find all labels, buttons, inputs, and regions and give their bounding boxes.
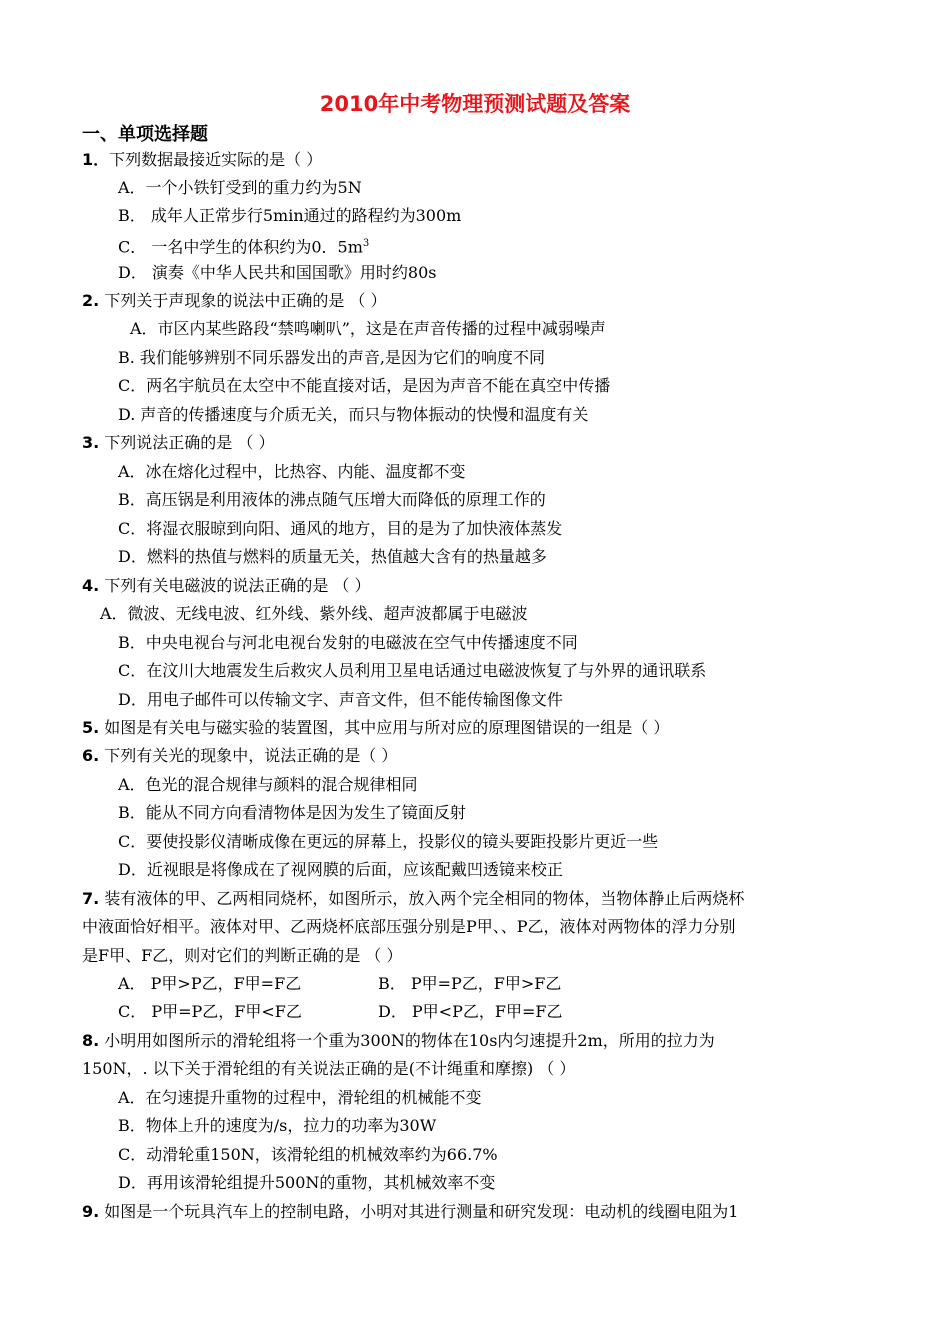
question-stem: 下列数据最接近实际的是（ ） xyxy=(109,150,323,169)
q3-option-c: C．将湿衣服晾到向阳、通风的地方，目的是为了加快液体蒸发 xyxy=(118,519,563,538)
q7-stem-line-3: 是F甲、F乙，则对它们的判断正确的是 （ ） xyxy=(82,946,403,965)
question-9 xyxy=(82,1201,739,1223)
question-number: 6. xyxy=(82,746,100,765)
q2-option-a: A．市区内某些路段“禁鸣喇叭”，这是在声音传播的过程中减弱噪声 xyxy=(130,319,606,338)
q1-option-c-exponent: 3 xyxy=(362,238,370,249)
q6-option-d: D．近视眼是将像成在了视网膜的后面，应该配戴凹透镜来校正 xyxy=(118,860,563,879)
q1-option-a: A．一个小铁钉受到的重力约为5N xyxy=(118,178,362,197)
question-number: 7. xyxy=(82,889,100,908)
question-2 xyxy=(82,290,387,312)
question-number: 3. xyxy=(82,433,100,452)
question-number: 1． xyxy=(82,150,110,169)
q8-option-c: C．动滑轮重150N，该滑轮组的机械效率约为66.7% xyxy=(118,1145,498,1164)
q3-option-a: A．冰在熔化过程中，比热容、内能、温度都不变 xyxy=(118,462,466,481)
q8-stem-line-2: 150N，. 以下关于滑轮组的有关说法正确的是(不计绳重和摩擦) （ ） xyxy=(82,1059,576,1078)
q8-option-a: A．在匀速提升重物的过程中，滑轮组的机械能不变 xyxy=(118,1088,482,1107)
question-number: 2. xyxy=(82,291,100,310)
q4-option-c: C．在汶川大地震发生后救灾人员利用卫星电话通过电磁波恢复了与外界的通讯联系 xyxy=(118,661,707,680)
q6-option-b: B．能从不同方向看清物体是因为发生了镜面反射 xyxy=(118,803,466,822)
q7-option-d: D． P甲<P乙，F甲=F乙 xyxy=(378,1002,563,1021)
q7-option-c: C． P甲=P乙，F甲<F乙 xyxy=(118,1002,302,1021)
q6-option-c: C．要使投影仪清晰成像在更远的屏幕上，投影仪的镜头要距投影片更近一些 xyxy=(118,832,659,851)
question-stem: 如图是有关电与磁实验的装置图，其中应用与所对应的原理图错误的一组是（ ） xyxy=(99,718,670,737)
question-8 xyxy=(82,1030,715,1052)
q2-option-b: B. 我们能够辨别不同乐器发出的声音,是因为它们的响度不同 xyxy=(118,348,546,367)
q1-option-b: B． 成年人正常步行5min通过的路程约为300m xyxy=(118,206,462,225)
question-stem-line-1: 装有液体的甲、乙两相同烧杯，如图所示，放入两个完全相同的物体，当物体静止后两烧杯 xyxy=(104,889,745,908)
q3-option-b: B．高压锅是利用液体的沸点随气压增大而降低的原理工作的 xyxy=(118,490,546,509)
q7-option-b: B． P甲=P乙，F甲>F乙 xyxy=(378,974,562,993)
q3-option-d: D．燃料的热值与燃料的质量无关，热值越大含有的热量越多 xyxy=(118,547,547,566)
question-7 xyxy=(82,888,744,910)
question-stem: 下列关于声现象的说法中正确的是 （ ） xyxy=(104,291,387,310)
question-stem: 下列有关电磁波的说法正确的是 （ ） xyxy=(104,576,371,595)
q8-option-d: D．再用该滑轮组提升500N的重物，其机械效率不变 xyxy=(118,1173,496,1192)
page-title: 2010年中考物理预测试题及答案 xyxy=(319,92,631,116)
q4-option-d: D．用电子邮件可以传输文字、声音文件，但不能传输图像文件 xyxy=(118,690,563,709)
q2-option-d: D. 声音的传播速度与介质无关，而只与物体振动的快慢和温度有关 xyxy=(118,405,589,424)
q7-option-a: A． P甲>P乙，F甲=F乙 xyxy=(118,974,302,993)
question-3 xyxy=(82,432,274,454)
q1-option-c xyxy=(118,233,369,258)
section-heading: 一、单项选择题 xyxy=(82,124,208,145)
q6-option-a: A．色光的混合规律与颜料的混合规律相同 xyxy=(118,775,418,794)
question-1 xyxy=(82,149,322,171)
q1-option-d: D． 演奏《中华人民共和国国歌》用时约80s xyxy=(118,263,437,282)
question-number: 9. xyxy=(82,1202,100,1221)
question-stem-line-1: 小明用如图所示的滑轮组将一个重为300N的物体在10s内匀速提升2m，所用的拉力为 xyxy=(99,1031,715,1050)
question-number: 4. xyxy=(82,576,100,595)
q8-option-b: B．物体上升的速度为/s，拉力的功率为30W xyxy=(118,1116,437,1135)
question-number: 5. xyxy=(82,718,100,737)
q1-option-c-text: C． 一名中学生的体积约为0．5m xyxy=(118,237,363,257)
question-stem: 如图是一个玩具汽车上的控制电路，小明对其进行测量和研究发现：电动机的线圈电阻为1 xyxy=(99,1202,739,1221)
question-6 xyxy=(82,745,397,767)
q2-option-c: C．两名宇航员在太空中不能直接对话，是因为声音不能在真空中传播 xyxy=(118,376,611,395)
question-number: 8. xyxy=(82,1031,100,1050)
question-5 xyxy=(82,717,669,739)
q4-option-b: B．中央电视台与河北电视台发射的电磁波在空气中传播速度不同 xyxy=(118,633,578,652)
question-4 xyxy=(82,575,371,597)
question-stem: 下列有关光的现象中，说法正确的是（ ） xyxy=(99,746,398,765)
q4-option-a: A．微波、无线电波、红外线、紫外线、超声波都属于电磁波 xyxy=(100,604,528,623)
q7-stem-line-2: 中液面恰好相平。液体对甲、乙两烧杯底部压强分别是P甲、、P乙，液体对两物体的浮力分别 xyxy=(82,917,736,936)
question-stem: 下列说法正确的是 （ ） xyxy=(99,433,275,452)
